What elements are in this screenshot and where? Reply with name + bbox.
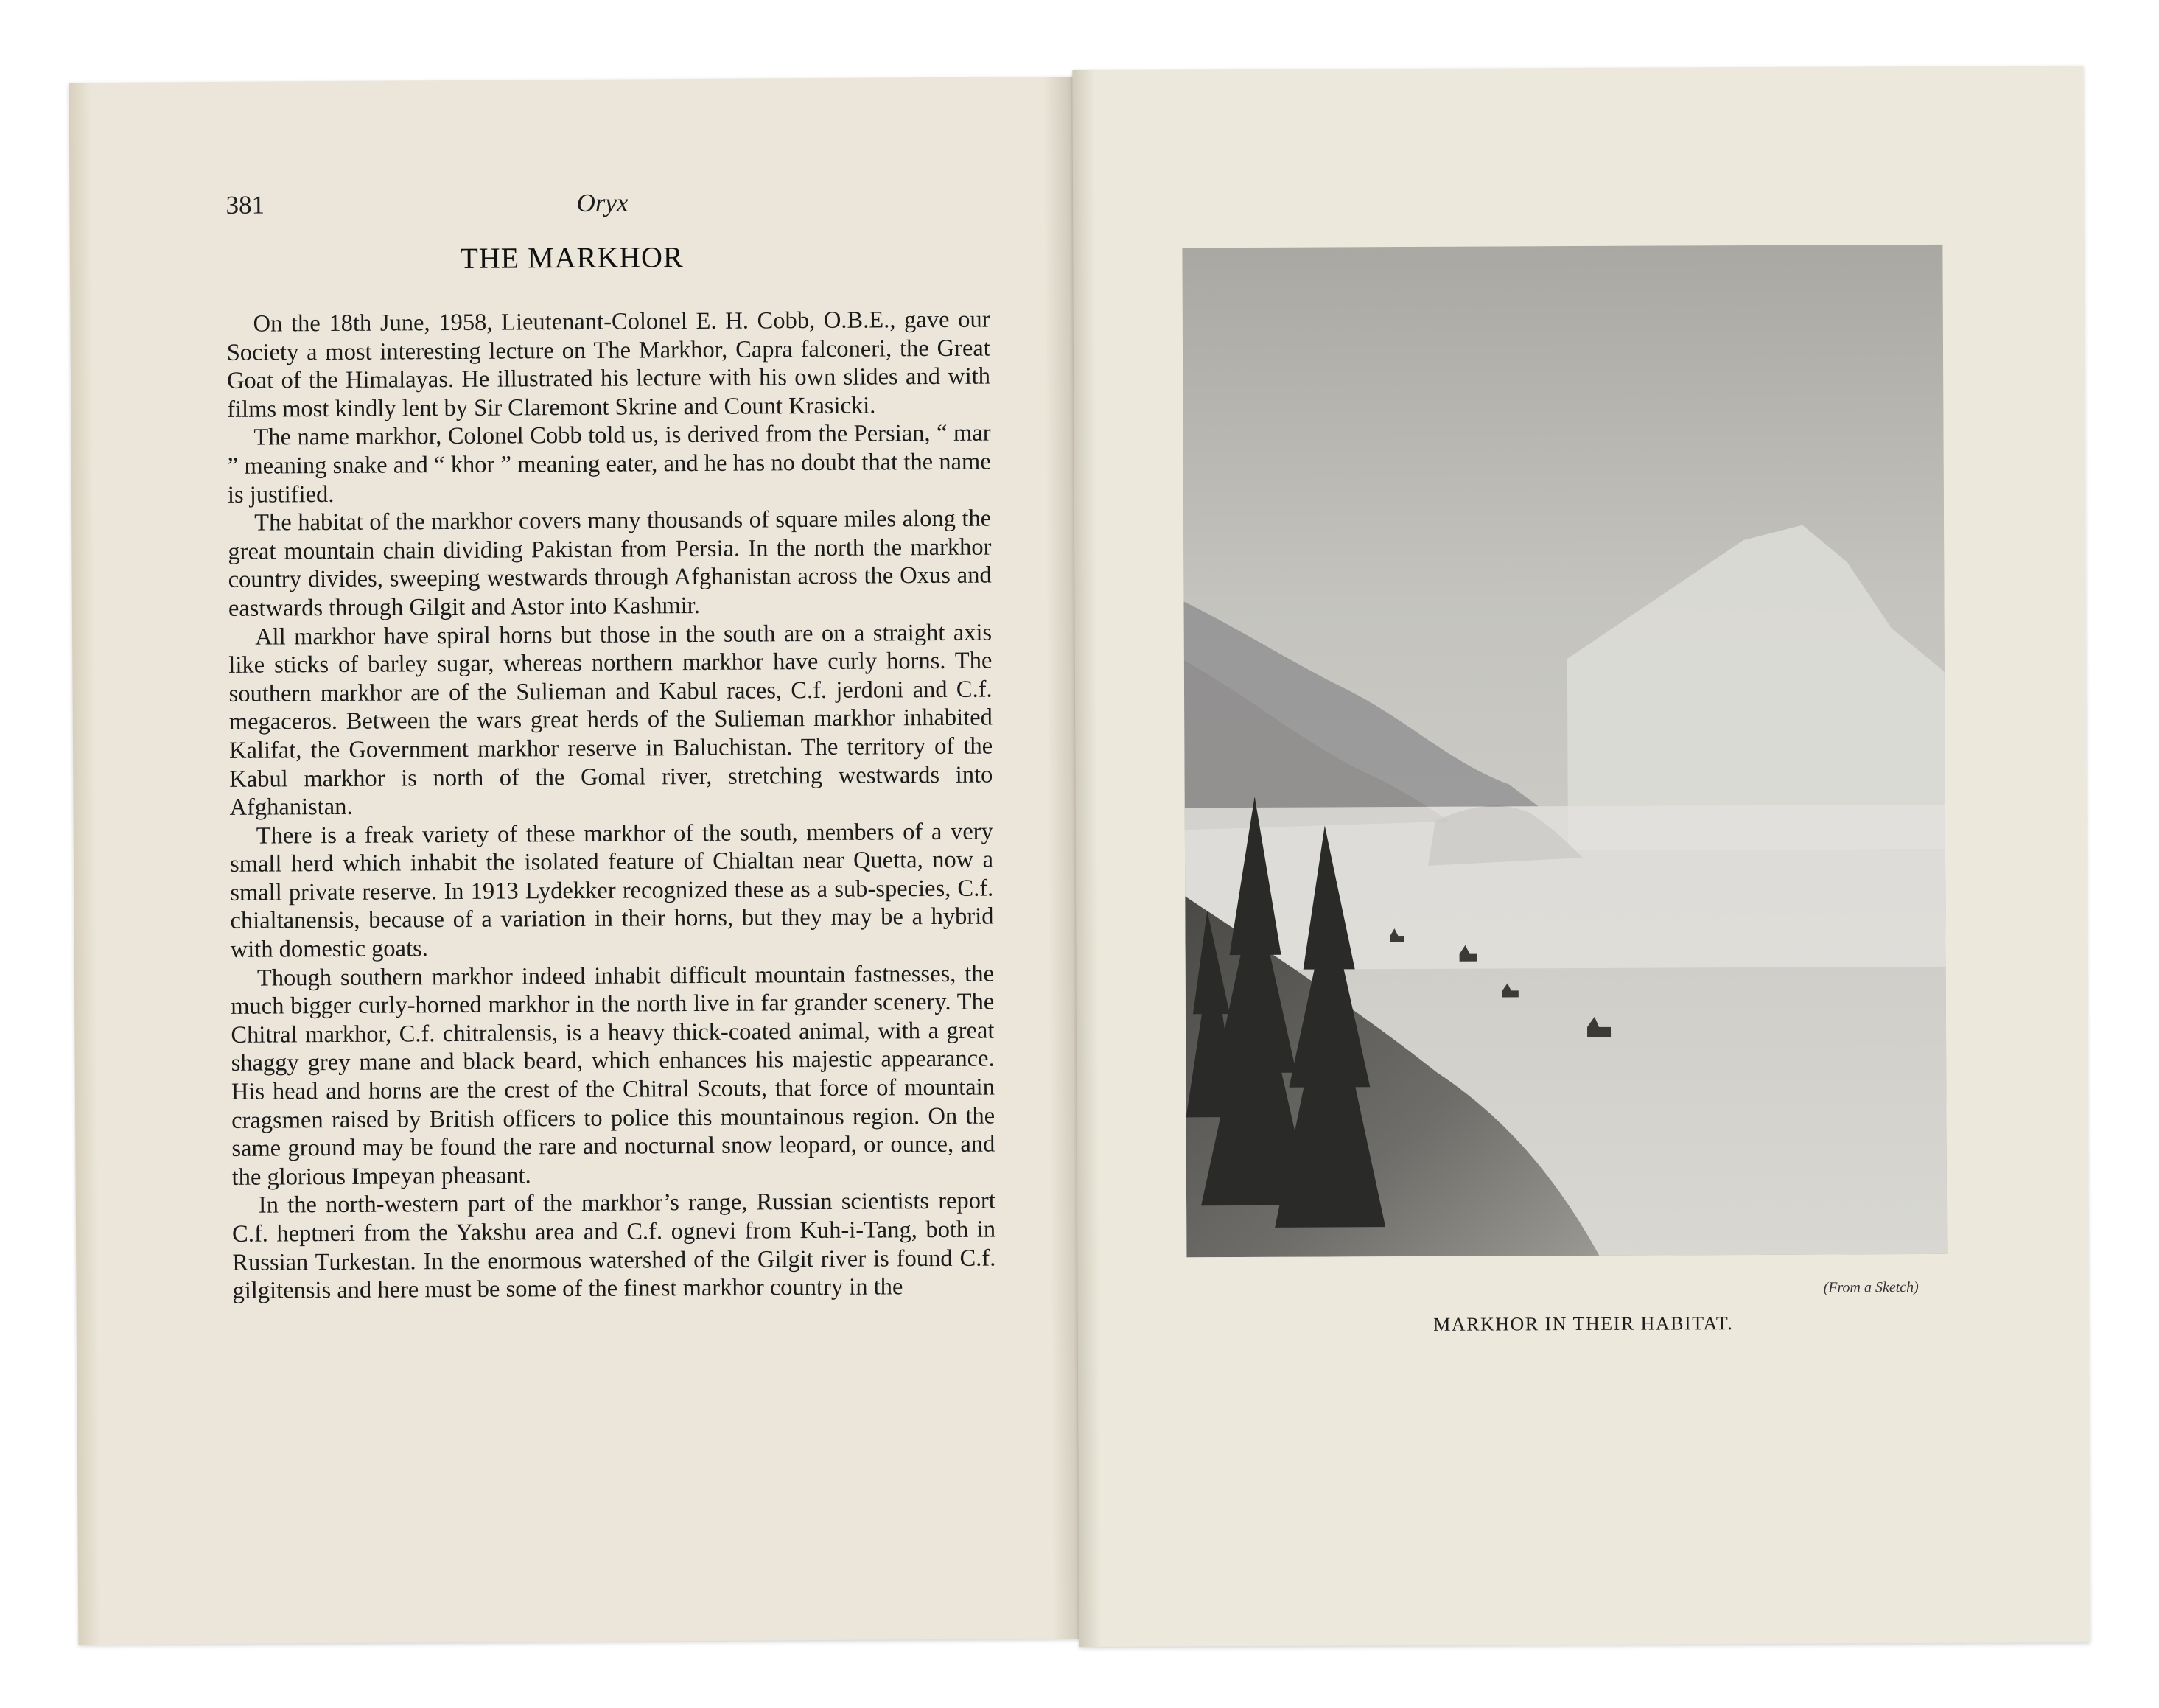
page-number: 381	[225, 190, 265, 220]
left-page	[69, 77, 1082, 1645]
mountain-sketch-image	[1182, 245, 1947, 1257]
paragraph: In the north-western part of the markhor’s range, Russian scientists report C.f. heptneri from the Yakshu area and C.f. ognevi from Kuh-i-Tang, both in Russian Turkestan. In the enormous watershed of the Gilgit river is found C.f. gilgitensis and here must be some of the finest markhor country in the	[231, 1187, 996, 1305]
plate-illustration	[1182, 245, 1947, 1257]
article-body	[226, 298, 995, 1306]
paragraph: Though southern markhor indeed inhabit difficult mountain fastnesses, the much bigger curly-horned markhor in the north live in far grander scenery. The Chitral markhor, C.f. chitralensis, is a heavy thick-coated animal, with a great shaggy grey mane and black beard, which enhances his majestic appearance. His head and horns are the crest of the Chitral Scouts, that force of mountain cragsmen raised by British officers to police this mountainous region. On the same ground may be found the rare and nocturnal snow leopard, or ounce, and the glorious Impeyan pheasant.	[231, 960, 995, 1191]
cloud-bank	[1185, 805, 1946, 970]
paragraph: There is a freak variety of these markhor of the south, members of a very small herd which inhabit the isolated feature of Chialtan near Quetta, now a small private reserve. In 1913 Lydekker recognized these as a sub-species, C.f. chialtanensis, because of a variation in their horns, but they may be a hybrid with domestic goats.	[229, 818, 994, 963]
article-title: THE MARKHOR	[460, 240, 684, 275]
illustration-credit: (From a Sketch)	[1823, 1279, 1919, 1296]
page-edge	[69, 83, 101, 1645]
paragraph: All markhor have spiral horns but those in the south are on a straight axis like sticks of barley sugar, whereas northern markhor have curly horns. The southern markhor are of the Sulieman and Kabul races, C.f. jerdoni and C.f. megaceros. Between the wars great herds of the Sulieman markhor inhabited Kalifat, the Government markhor reserve in Baluchistan. The territory of the Kabul markhor is north of the Gomal river, stretching westwards into Afghanistan.	[228, 619, 993, 821]
paragraph: On the 18th June, 1958, Lieutenant-Colonel E. H. Cobb, O.B.E., gave our Society a most interesting lecture on The Markhor, Capra falconeri, the Great Goat of the Himalayas. He illustrated his lecture with his own slides and with films most kindly lent by Sir Claremont Skrine and Count Krasicki.	[226, 306, 991, 423]
paragraph: The habitat of the markhor covers many thousands of square miles along the great mountain chain dividing Pakistan from Persia. In the north the markhor country divides, sweeping westwards through Afghanistan across the Oxus and eastwards through Gilgit and Astor into Kashmir.	[228, 505, 992, 622]
paragraph: The name markhor, Colonel Cobb told us, is derived from the Persian, “ mar ” meaning snake and “ khor ” meaning eater, and he has no doubt that the name is justified.	[227, 419, 991, 508]
right-page	[1072, 66, 2090, 1647]
running-head-journal: Oryx	[576, 188, 629, 217]
plate-caption: MARKHOR IN THEIR HABITAT.	[1433, 1312, 1734, 1335]
